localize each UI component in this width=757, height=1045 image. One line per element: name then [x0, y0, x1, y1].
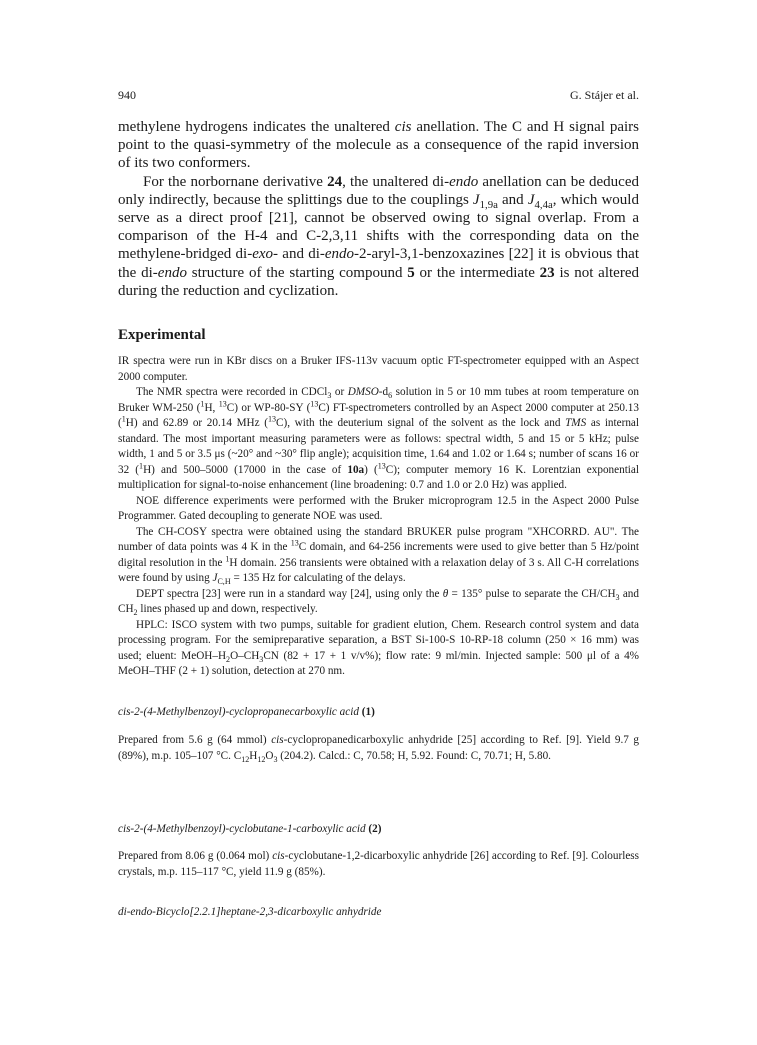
section-heading: Experimental	[118, 327, 206, 343]
running-head-authors: G. Stájer et al.	[570, 88, 639, 102]
experimental-text	[118, 354, 639, 680]
page-number: 940	[118, 88, 136, 102]
paragraph: HPLC: ISCO system with two pumps, suitable for gradient elution, Chem. Research control system and data processing program. For the semipreparative separation, a BST Si-100-S 10-RP-18 column (250 × 16 mm) was used; eluent: MeOH–$H_2O-CH_3CN$ (82 + 17 + 1 v/v%); flow rate: 9 ml/min. Injected sample: 500 μl of a 4% MeOH–THF (2 + 1) solution, detection at 270 nm.	[118, 618, 639, 677]
paragraph: DEPT spectra [23] were run in a standard way [24], using only the θ = 135° pulse to separate the $CH/CH_3$ and $CH_2$ lines phased up and down, respectively.	[118, 587, 639, 618]
compound-number: (1)	[361, 706, 375, 718]
paragraph: Prepared from 5.6 g (64 mmol) cis-cyclopropanedicarboxylic anhydride [25] according to Ref. [9]. Yield 9.7 g (89%), m.p. 105–107 °C. $C_{12}H_{12}O_3$ (204.2). Calcd.: C, 70.58; H, 5.92. Found: C, 70.71; H, 5.80.	[118, 734, 639, 764]
compound-procedure	[118, 849, 639, 880]
compound-number: (2)	[368, 823, 382, 835]
compound-name: cis-2-(4-Methylbenzoyl)-cyclobutane-1-carboxylic acid	[118, 823, 366, 835]
paragraph: The CH-COSY spectra were obtained using the standard BRUKER pulse program "XHCORRD. AU". The number of data points was 4 K in the $^{13}$C domain, and 64-256 increments were used to give better than 5 Hz/point digital resolution in the $^1$H domain. 256 transients were obtained with a relaxation delay of 3 s. All C-H correlations were found by using $J_{C,H} = 135$ Hz for calculating of the delays.	[118, 525, 639, 587]
compound-name: di-endo-Bicyclo[2.2.1]heptane-2,3-dicarboxylic anhydride	[118, 906, 382, 918]
compound-procedure	[118, 733, 639, 764]
paragraph: methylene hydrogens indicates the unaltered cis anellation. The C and H signal pairs point to the quasi-symmetry of the molecule as a consequence of the rapid inversion of its two conformers.	[118, 119, 639, 172]
paragraph: For the norbornane derivative 24, the unaltered di-endo anellation can be deduced only indirectly, because the splittings due to the couplings $J_{1,9a}$ and $J_{4,4a}$, which would serve as a direct proof [21], cannot be observed owing to signal overlap. From a comparison of the H-4 and C-2,3,11 shifts with the corresponding data on the methylene-bridged di-exo- and di-endo-2-aryl-3,1-benzoxazines [22] it is obvious that the di-endo structure of the starting compound 5 or the intermediate 23 is not altered during the reduction and cyclization.	[118, 173, 639, 299]
compound-heading	[118, 705, 639, 720]
discussion-text	[118, 118, 639, 300]
compound-name: cis-2-(4-Methylbenzoyl)-cyclopropanecarboxylic acid	[118, 706, 359, 718]
paragraph: The NMR spectra were recorded in CDCl$_3$ or DMSO-$d_6$ solution in 5 or 10 mm tubes at room temperature on Bruker WM-250 ($^1$H, $^{13}$C) or WP-80-SY ($^{13}$C) FT-spectrometers controlled by an Aspect 2000 computer at 250.13 ($^1$H) and 62.89 or 20.14 MHz ($^{13}$C), with the deuterium signal of the solvent as the lock and TMS as internal standard. The most important measuring parameters were as follows: spectral width, 5 and 15 or 5 kHz; pulse width, 1 and 5 or 3.5 μs (~20° and ~30° flip angle); acquisition time, 1.64 and 1.02 or 1.64 s; number of scans 16 or 32 ($^1$H) and 500–5000 (17000 in the case of 10a) ($^{13}$C); computer memory 16 K. Lorentzian exponential multiplication for signal-to-noise enhancement (line broadening: 0.7 and 1.0 or 2.0 Hz) was applied.	[118, 386, 639, 491]
paragraph: NOE difference experiments were performed with the Bruker microprogram 12.5 in the Aspect 2000 Pulse Programmer. Gated decoupling to generate NOE was used.	[118, 494, 639, 522]
paragraph: Prepared from 8.06 g (0.064 mol) cis-cyclobutane-1,2-dicarboxylic anhydride [26] according to Ref. [9]. Colourless crystals, m.p. 115–117 °C, yield 11.9 g (85%).	[118, 850, 639, 878]
compound-heading	[118, 822, 639, 837]
paragraph: IR spectra were run in KBr discs on a Bruker IFS-113v vacuum optic FT-spectrometer equipped with an Aspect 2000 computer.	[118, 355, 639, 383]
compound-heading	[118, 905, 639, 920]
